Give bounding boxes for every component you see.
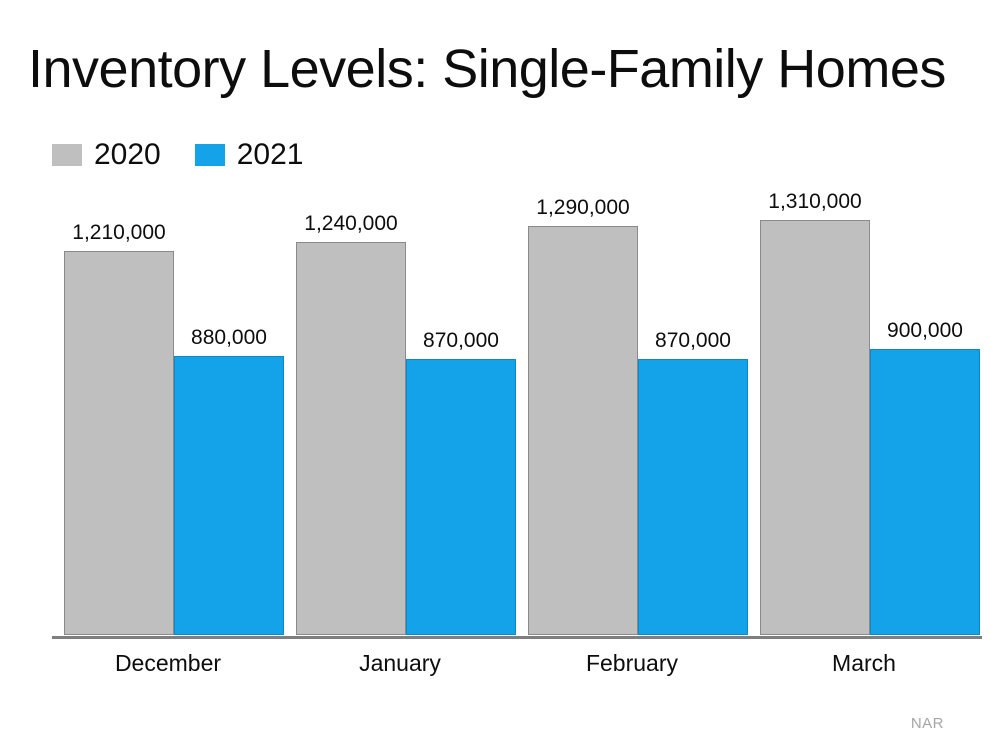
bar-2020 (760, 190, 870, 635)
bar-2021 (406, 329, 516, 635)
bar-value-label: 1,210,000 (72, 221, 166, 244)
bar-group (516, 190, 748, 635)
bar-value-label: 880,000 (191, 326, 267, 349)
bar-group (52, 190, 284, 635)
bar-group (284, 190, 516, 635)
bar-2020 (296, 212, 406, 635)
bar-2021 (174, 326, 284, 635)
legend-swatch-2021 (195, 144, 225, 166)
x-axis-line (52, 636, 982, 639)
chart-title: Inventory Levels: Single-Family Homes (28, 39, 946, 99)
x-tick-label: January (359, 650, 441, 676)
bar-value-label: 870,000 (423, 329, 499, 352)
legend-label-2021: 2021 (236, 138, 304, 171)
legend-label-2020: 2020 (94, 138, 161, 171)
bar-value-label: 900,000 (887, 319, 963, 342)
legend-item-2020 (52, 140, 161, 170)
bar-2021 (870, 319, 980, 635)
source-attribution: NAR (910, 715, 944, 732)
bar-value-label: 1,290,000 (536, 196, 630, 219)
bar-value-label: 1,310,000 (768, 190, 862, 213)
bar-2021 (638, 329, 748, 635)
bar-value-label: 1,240,000 (304, 212, 398, 235)
legend-swatch-2020 (52, 144, 82, 166)
x-tick-label: February (585, 650, 679, 676)
chart-legend (52, 140, 304, 170)
bar-value-label: 870,000 (655, 329, 731, 352)
bar-2020 (64, 221, 174, 635)
legend-item-2021 (195, 140, 304, 170)
x-axis-labels (52, 650, 982, 690)
plot-area (52, 190, 982, 635)
bar-group (748, 190, 980, 635)
x-tick-label: December (114, 650, 222, 676)
x-tick-label: March (832, 650, 896, 676)
bar-2020 (528, 196, 638, 635)
